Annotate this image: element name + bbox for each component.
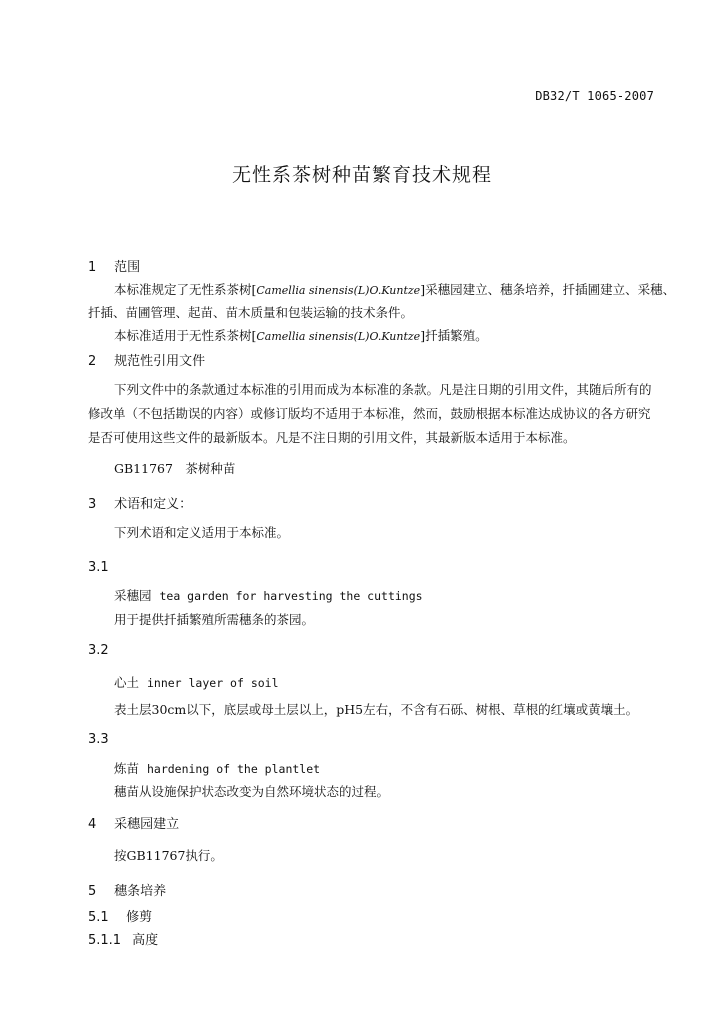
text: 本标准适用于无性系茶树[ [114,328,257,343]
section-3-heading [88,493,192,512]
term-cn: 心土 [114,675,140,690]
term-en: tea garden for harvesting the cuttings [159,589,423,603]
section-number: 4 [88,817,97,832]
section-number: 3 [88,497,97,512]
term-3-1 [114,586,423,604]
term-3-2 [114,673,279,691]
term-en: hardening of the plantlet [146,762,321,776]
section-title: 规范性引用文件 [114,354,206,369]
subsection-title: 高度 [132,933,159,948]
subsection-5-1-1 [88,929,158,948]
section-title: 穗条培养 [114,884,167,899]
latin-name: Camellia sinensis(L)O.Kuntze [256,284,421,297]
term-number: 3.2 [88,643,109,658]
section-1-heading [88,256,140,275]
subsection-5-1 [88,906,152,925]
section-3-intro: 下列术语和定义适用于本标准。 [114,525,290,540]
section-2-heading [88,350,205,369]
normative-reference: GB11767 茶树种苗 [114,461,236,476]
section-number: 1 [88,260,97,275]
section-5-heading [88,880,166,899]
term-3-2-definition: 表土层30cm以下，底层或母土层以上，pH5左右，不含有石砾、树根、草根的红壤或黄壤土。 [114,702,639,717]
section-1-para-1-line-1 [114,280,675,298]
term-number: 3.3 [88,732,109,747]
term-3-3 [114,759,320,777]
document-title: 无性系茶树种苗繁育技术规程 [231,164,492,186]
section-title: 范围 [114,260,141,275]
section-1-para-1-line-2: 扦插、苗圃管理、起苗、苗木质量和包装运输的技术条件。 [88,305,414,320]
subsection-number: 5.1.1 [88,933,122,948]
section-title: 术语和定义： [114,497,193,512]
text: ]扦插繁殖。 [420,328,488,343]
section-4-heading [88,813,179,832]
text: ]采穗园建立、穗条培养，扦插圃建立、采穗、 [420,282,676,297]
term-3-3-definition: 穗苗从设施保护状态改变为自然环境状态的过程。 [114,784,390,799]
section-2-paragraph: 下列文件中的条款通过本标准的引用而成为本标准的条款。凡是注日期的引用文件，其随后所有的修改单（不包括勘误的内容）或修订版均不适用于本标准，然而，鼓励根据本标准达成协议的各方研究是否可使用这些文件的最新版本。凡是不注日期的引用文件，其最新版本适用于本标准。 [88,382,652,445]
latin-name: Camellia sinensis(L)O.Kuntze [256,330,421,343]
section-1-para-2 [114,326,488,344]
term-en: inner layer of soil [146,676,279,690]
standard-number: DB32/T 1065-2007 [535,89,654,103]
subsection-number: 5.1 [88,910,109,925]
section-4-body: 按GB11767执行。 [114,848,223,863]
text: 本标准规定了无性系茶树[ [114,282,257,297]
section-number: 2 [88,354,97,369]
section-title: 采穗园建立 [114,817,180,832]
term-cn: 采穗园 [114,588,152,603]
term-number: 3.1 [88,560,109,575]
section-number: 5 [88,884,97,899]
subsection-title: 修剪 [126,910,153,925]
term-cn: 炼苗 [114,761,140,776]
term-3-1-definition: 用于提供扦插繁殖所需穗条的茶园。 [114,612,315,627]
